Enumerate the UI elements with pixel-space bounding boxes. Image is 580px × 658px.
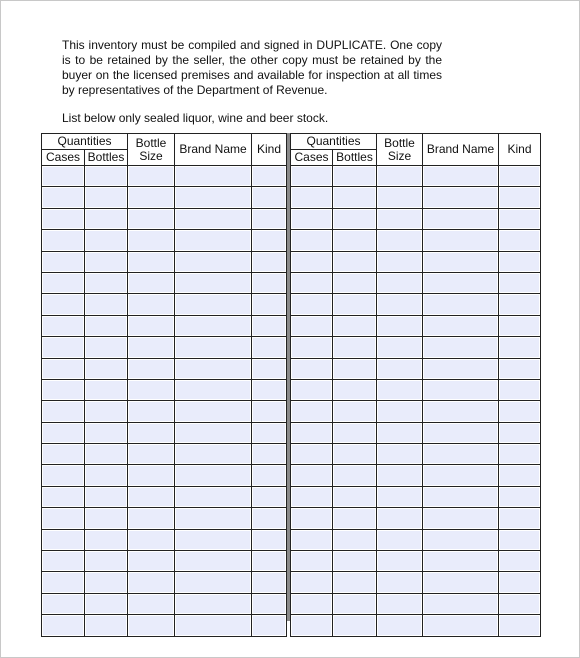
cases-cell[interactable] — [42, 444, 85, 465]
kind-header: Kind — [252, 134, 287, 166]
bottle-size-cell[interactable] — [128, 529, 175, 550]
cases-cell[interactable] — [42, 358, 85, 379]
kind-cell[interactable] — [499, 465, 541, 486]
table-row — [42, 593, 287, 614]
table-row — [42, 315, 287, 336]
cases-cell[interactable] — [42, 272, 85, 293]
bottles-header: Bottles — [85, 150, 128, 166]
brand-name-cell[interactable] — [175, 230, 252, 251]
bottles-cell[interactable] — [85, 379, 128, 400]
kind-cell[interactable] — [499, 294, 541, 315]
brand-name-cell[interactable] — [423, 401, 499, 422]
bottle-size-header: Bottle Size — [128, 134, 175, 166]
kind-cell[interactable] — [499, 166, 541, 187]
brand-name-cell[interactable] — [175, 166, 252, 187]
bottle-size-cell[interactable] — [377, 593, 423, 614]
brand-name-cell[interactable] — [175, 572, 252, 593]
bottles-cell[interactable] — [85, 593, 128, 614]
quantities-header: Quantities — [42, 134, 128, 150]
brand-name-cell[interactable] — [423, 444, 499, 465]
brand-name-cell[interactable] — [175, 529, 252, 550]
kind-cell[interactable] — [252, 230, 287, 251]
bottle-size-cell[interactable] — [377, 615, 423, 636]
inventory-table-left — [41, 133, 287, 637]
bottles-cell[interactable] — [85, 315, 128, 336]
kind-cell[interactable] — [252, 187, 287, 208]
table-row — [291, 272, 541, 293]
table-row — [42, 230, 287, 251]
bottles-cell[interactable] — [85, 486, 128, 507]
bottles-cell[interactable] — [333, 422, 377, 443]
brand-name-cell[interactable] — [175, 272, 252, 293]
bottles-cell[interactable] — [85, 272, 128, 293]
table-row — [291, 294, 541, 315]
brand-name-cell[interactable] — [423, 529, 499, 550]
bottle-size-header: Bottle Size — [377, 134, 423, 166]
bottle-size-cell[interactable] — [377, 187, 423, 208]
bottles-cell[interactable] — [333, 208, 377, 229]
cases-cell[interactable] — [291, 379, 333, 400]
table-row — [291, 508, 541, 529]
bottle-size-cell[interactable] — [377, 379, 423, 400]
bottle-size-cell[interactable] — [128, 465, 175, 486]
kind-cell[interactable] — [499, 251, 541, 272]
cases-cell[interactable] — [42, 465, 85, 486]
brand-name-cell[interactable] — [423, 358, 499, 379]
brand-name-cell[interactable] — [423, 615, 499, 636]
cases-cell[interactable] — [291, 615, 333, 636]
bottles-cell[interactable] — [333, 529, 377, 550]
instructions — [62, 38, 442, 126]
brand-name-cell[interactable] — [175, 358, 252, 379]
bottles-cell[interactable] — [333, 379, 377, 400]
bottles-cell[interactable] — [333, 465, 377, 486]
kind-cell[interactable] — [499, 187, 541, 208]
bottles-cell[interactable] — [85, 465, 128, 486]
kind-cell[interactable] — [499, 272, 541, 293]
brand-name-cell[interactable] — [423, 272, 499, 293]
brand-name-cell[interactable] — [175, 465, 252, 486]
brand-name-cell[interactable] — [423, 593, 499, 614]
kind-cell[interactable] — [252, 572, 287, 593]
cases-cell[interactable] — [42, 337, 85, 358]
bottles-cell[interactable] — [333, 444, 377, 465]
bottles-header: Bottles — [333, 150, 377, 166]
cases-cell[interactable] — [291, 486, 333, 507]
brand-name-cell[interactable] — [423, 208, 499, 229]
brand-name-cell[interactable] — [423, 251, 499, 272]
brand-name-cell[interactable] — [423, 379, 499, 400]
kind-cell[interactable] — [252, 465, 287, 486]
kind-cell[interactable] — [499, 572, 541, 593]
brand-name-cell[interactable] — [175, 294, 252, 315]
cases-cell[interactable] — [42, 508, 85, 529]
table-row — [42, 572, 287, 593]
table-row — [291, 401, 541, 422]
bottles-cell[interactable] — [85, 230, 128, 251]
kind-cell[interactable] — [499, 401, 541, 422]
cases-cell[interactable] — [42, 486, 85, 507]
brand-name-cell[interactable] — [175, 444, 252, 465]
kind-header: Kind — [499, 134, 541, 166]
cases-cell[interactable] — [291, 358, 333, 379]
cases-cell[interactable] — [291, 251, 333, 272]
list-note: List below only sealed liquor, wine and beer stock. — [62, 111, 329, 125]
brand-name-cell[interactable] — [423, 315, 499, 336]
bottle-size-cell[interactable] — [377, 529, 423, 550]
bottle-size-cell[interactable] — [377, 401, 423, 422]
table-row — [42, 208, 287, 229]
cases-cell[interactable] — [42, 294, 85, 315]
table-row — [42, 294, 287, 315]
bottle-size-cell[interactable] — [128, 401, 175, 422]
bottle-size-cell[interactable] — [377, 337, 423, 358]
bottle-size-cell[interactable] — [377, 208, 423, 229]
bottle-size-cell[interactable] — [377, 422, 423, 443]
kind-cell[interactable] — [252, 358, 287, 379]
cases-cell[interactable] — [42, 551, 85, 572]
bottles-cell[interactable] — [333, 486, 377, 507]
cases-cell[interactable] — [291, 208, 333, 229]
bottle-size-cell[interactable] — [377, 315, 423, 336]
cases-cell[interactable] — [291, 315, 333, 336]
table-row — [42, 358, 287, 379]
cases-cell[interactable] — [291, 337, 333, 358]
cases-cell[interactable] — [291, 166, 333, 187]
brand-name-cell[interactable] — [423, 465, 499, 486]
bottle-size-cell[interactable] — [128, 294, 175, 315]
cases-cell[interactable] — [42, 572, 85, 593]
bottle-size-cell[interactable] — [128, 315, 175, 336]
bottle-size-cell[interactable] — [128, 593, 175, 614]
kind-cell[interactable] — [252, 486, 287, 507]
table-row — [291, 551, 541, 572]
bottle-size-cell[interactable] — [377, 166, 423, 187]
bottles-cell[interactable] — [333, 551, 377, 572]
bottles-cell[interactable] — [333, 294, 377, 315]
table-row — [42, 615, 287, 636]
kind-cell[interactable] — [252, 422, 287, 443]
table-row — [291, 486, 541, 507]
table-row — [291, 251, 541, 272]
kind-cell[interactable] — [252, 379, 287, 400]
kind-cell[interactable] — [252, 337, 287, 358]
table-row — [42, 187, 287, 208]
table-row — [42, 166, 287, 187]
kind-cell[interactable] — [252, 529, 287, 550]
cases-cell[interactable] — [291, 508, 333, 529]
brand-name-header: Brand Name — [175, 134, 252, 166]
bottle-size-cell[interactable] — [128, 208, 175, 229]
table-row — [291, 208, 541, 229]
cases-cell[interactable] — [291, 272, 333, 293]
brand-name-cell[interactable] — [423, 551, 499, 572]
cases-cell[interactable] — [42, 379, 85, 400]
cases-cell[interactable] — [42, 187, 85, 208]
cases-cell[interactable] — [291, 551, 333, 572]
table-row — [42, 486, 287, 507]
bottles-cell[interactable] — [333, 230, 377, 251]
kind-cell[interactable] — [252, 294, 287, 315]
bottle-size-cell[interactable] — [377, 465, 423, 486]
bottle-size-cell[interactable] — [377, 572, 423, 593]
table-row — [291, 166, 541, 187]
bottle-size-cell[interactable] — [128, 230, 175, 251]
table-body-left — [42, 166, 287, 637]
brand-name-cell[interactable] — [175, 379, 252, 400]
kind-cell[interactable] — [252, 444, 287, 465]
bottles-cell[interactable] — [333, 337, 377, 358]
bottle-size-cell[interactable] — [377, 358, 423, 379]
table-row — [291, 465, 541, 486]
bottles-cell[interactable] — [85, 444, 128, 465]
table-row — [291, 444, 541, 465]
inventory-table-right — [290, 133, 541, 637]
kind-cell[interactable] — [499, 358, 541, 379]
table-row — [291, 422, 541, 443]
bottle-size-cell[interactable] — [128, 187, 175, 208]
cases-header: Cases — [42, 150, 85, 166]
bottle-size-cell[interactable] — [128, 486, 175, 507]
brand-name-cell[interactable] — [175, 315, 252, 336]
bottle-size-cell[interactable] — [128, 572, 175, 593]
table-row — [291, 572, 541, 593]
cases-cell[interactable] — [42, 422, 85, 443]
brand-name-cell[interactable] — [175, 508, 252, 529]
kind-cell[interactable] — [499, 508, 541, 529]
table-row — [42, 551, 287, 572]
bottle-size-cell[interactable] — [128, 337, 175, 358]
kind-cell[interactable] — [252, 315, 287, 336]
cases-cell[interactable] — [291, 401, 333, 422]
table-row — [42, 508, 287, 529]
brand-name-cell[interactable] — [175, 615, 252, 636]
brand-name-cell[interactable] — [423, 166, 499, 187]
kind-cell[interactable] — [252, 208, 287, 229]
kind-cell[interactable] — [252, 401, 287, 422]
bottle-size-cell[interactable] — [377, 294, 423, 315]
bottles-cell[interactable] — [85, 337, 128, 358]
bottle-size-cell[interactable] — [128, 615, 175, 636]
kind-cell[interactable] — [252, 251, 287, 272]
kind-cell[interactable] — [499, 208, 541, 229]
kind-cell[interactable] — [499, 615, 541, 636]
cases-cell[interactable] — [291, 294, 333, 315]
table-row — [291, 379, 541, 400]
table-row — [291, 337, 541, 358]
cases-cell[interactable] — [291, 572, 333, 593]
brand-name-cell[interactable] — [423, 187, 499, 208]
bottle-size-cell[interactable] — [377, 444, 423, 465]
bottles-cell[interactable] — [333, 615, 377, 636]
bottle-size-cell[interactable] — [377, 508, 423, 529]
brand-name-cell[interactable] — [423, 230, 499, 251]
bottle-size-cell[interactable] — [128, 444, 175, 465]
brand-name-cell[interactable] — [423, 337, 499, 358]
bottles-cell[interactable] — [333, 401, 377, 422]
table-row — [42, 529, 287, 550]
brand-name-cell[interactable] — [423, 294, 499, 315]
bottle-size-cell[interactable] — [128, 379, 175, 400]
cases-cell[interactable] — [42, 315, 85, 336]
kind-cell[interactable] — [252, 166, 287, 187]
bottles-cell[interactable] — [85, 294, 128, 315]
kind-cell[interactable] — [499, 379, 541, 400]
cases-cell[interactable] — [42, 529, 85, 550]
kind-cell[interactable] — [499, 551, 541, 572]
kind-cell[interactable] — [252, 508, 287, 529]
kind-cell[interactable] — [499, 593, 541, 614]
brand-name-cell[interactable] — [175, 337, 252, 358]
kind-cell[interactable] — [252, 615, 287, 636]
bottles-cell[interactable] — [333, 572, 377, 593]
bottle-size-cell[interactable] — [128, 166, 175, 187]
bottle-size-cell[interactable] — [377, 230, 423, 251]
brand-name-cell[interactable] — [423, 422, 499, 443]
bottles-cell[interactable] — [85, 572, 128, 593]
bottle-size-cell[interactable] — [377, 272, 423, 293]
table-row — [291, 358, 541, 379]
kind-cell[interactable] — [499, 422, 541, 443]
brand-name-header: Brand Name — [423, 134, 499, 166]
bottles-cell[interactable] — [85, 422, 128, 443]
bottles-cell[interactable] — [333, 358, 377, 379]
inventory-form — [41, 133, 539, 621]
cases-cell[interactable] — [291, 593, 333, 614]
kind-cell[interactable] — [499, 315, 541, 336]
table-row — [42, 422, 287, 443]
table-row — [291, 615, 541, 636]
bottle-size-cell[interactable] — [128, 508, 175, 529]
bottles-cell[interactable] — [85, 508, 128, 529]
cases-cell[interactable] — [42, 615, 85, 636]
kind-cell[interactable] — [499, 486, 541, 507]
bottles-cell[interactable] — [85, 166, 128, 187]
bottles-cell[interactable] — [85, 358, 128, 379]
table-body-right — [291, 166, 541, 637]
brand-name-cell[interactable] — [175, 251, 252, 272]
brand-name-cell[interactable] — [423, 486, 499, 507]
bottles-cell[interactable] — [333, 508, 377, 529]
bottles-cell[interactable] — [333, 272, 377, 293]
kind-cell[interactable] — [499, 444, 541, 465]
cases-cell[interactable] — [291, 422, 333, 443]
kind-cell[interactable] — [252, 272, 287, 293]
bottles-cell[interactable] — [333, 593, 377, 614]
cases-header: Cases — [291, 150, 333, 166]
cases-cell[interactable] — [42, 166, 85, 187]
cases-cell[interactable] — [42, 401, 85, 422]
table-row — [42, 401, 287, 422]
bottles-cell[interactable] — [85, 208, 128, 229]
table-row — [291, 529, 541, 550]
brand-name-cell[interactable] — [423, 508, 499, 529]
brand-name-cell[interactable] — [175, 486, 252, 507]
table-row — [42, 251, 287, 272]
brand-name-cell[interactable] — [175, 401, 252, 422]
bottles-cell[interactable] — [85, 551, 128, 572]
bottle-size-cell[interactable] — [377, 551, 423, 572]
instructions-paragraph: This inventory must be compiled and signed in DUPLICATE. One copy is to be retained by the seller, the other copy must be retained by the buyer on the licensed premises and available for inspection at all times by representatives of the Department of Revenue. — [62, 38, 442, 97]
table-row — [291, 230, 541, 251]
bottle-size-cell[interactable] — [128, 551, 175, 572]
table-row — [42, 444, 287, 465]
kind-cell[interactable] — [252, 593, 287, 614]
bottles-cell[interactable] — [333, 166, 377, 187]
table-row — [42, 337, 287, 358]
brand-name-cell[interactable] — [175, 551, 252, 572]
cases-cell[interactable] — [291, 529, 333, 550]
brand-name-cell[interactable] — [175, 208, 252, 229]
table-row — [42, 272, 287, 293]
bottle-size-cell[interactable] — [377, 251, 423, 272]
cases-cell[interactable] — [42, 251, 85, 272]
bottles-cell[interactable] — [85, 401, 128, 422]
bottles-cell[interactable] — [333, 251, 377, 272]
bottles-cell[interactable] — [85, 251, 128, 272]
bottle-size-cell[interactable] — [128, 272, 175, 293]
brand-name-cell[interactable] — [175, 593, 252, 614]
table-row — [42, 465, 287, 486]
cases-cell[interactable] — [42, 208, 85, 229]
kind-cell[interactable] — [499, 230, 541, 251]
bottle-size-cell[interactable] — [377, 486, 423, 507]
kind-cell[interactable] — [499, 529, 541, 550]
brand-name-cell[interactable] — [175, 187, 252, 208]
cases-cell[interactable] — [291, 465, 333, 486]
table-row — [291, 187, 541, 208]
quantities-header: Quantities — [291, 134, 377, 150]
table-row — [291, 593, 541, 614]
bottle-size-cell[interactable] — [128, 422, 175, 443]
cases-cell[interactable] — [291, 444, 333, 465]
bottle-size-cell[interactable] — [128, 358, 175, 379]
bottles-cell[interactable] — [85, 615, 128, 636]
cases-cell[interactable] — [291, 187, 333, 208]
bottle-size-cell[interactable] — [128, 251, 175, 272]
kind-cell[interactable] — [499, 337, 541, 358]
bottles-cell[interactable] — [333, 187, 377, 208]
brand-name-cell[interactable] — [423, 572, 499, 593]
cases-cell[interactable] — [42, 230, 85, 251]
bottles-cell[interactable] — [85, 187, 128, 208]
brand-name-cell[interactable] — [175, 422, 252, 443]
table-row — [42, 379, 287, 400]
cases-cell[interactable] — [291, 230, 333, 251]
cases-cell[interactable] — [42, 593, 85, 614]
bottles-cell[interactable] — [85, 529, 128, 550]
bottles-cell[interactable] — [333, 315, 377, 336]
kind-cell[interactable] — [252, 551, 287, 572]
table-row — [291, 315, 541, 336]
